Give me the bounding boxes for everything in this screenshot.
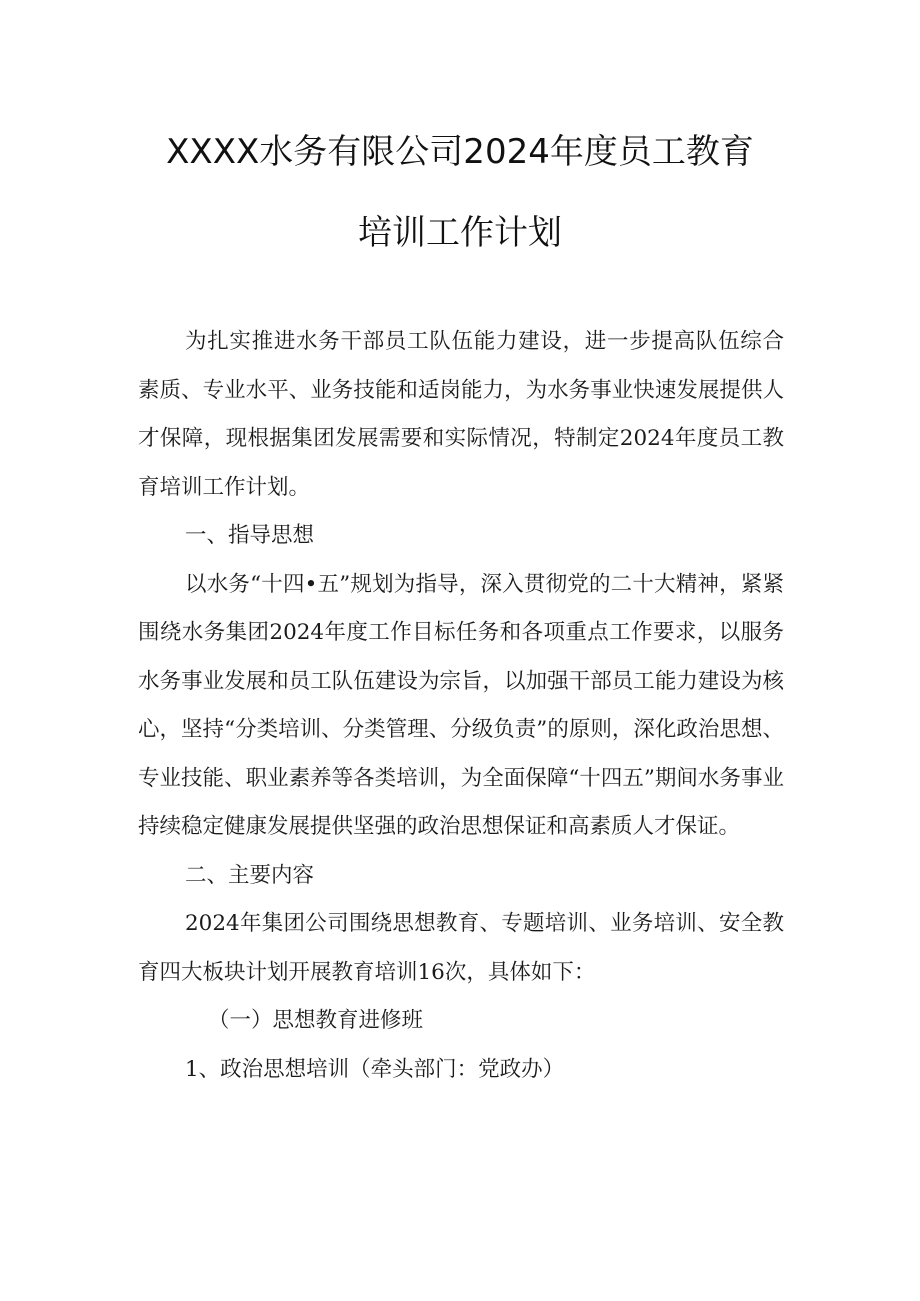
document-title-line-1: XXXX水务有限公司2024年度员工教育 xyxy=(166,132,754,172)
document-title-line-2: 培训工作计划 xyxy=(358,213,562,253)
subsection-heading-ideological-education: （一）思想教育进修班 xyxy=(208,1008,424,1033)
document-body xyxy=(138,318,784,1094)
intro-paragraph: 为扎实推进水务干部员工队伍能力建设，进一步提高队伍综合素质、专业水平、业务技能和适岗能力，为水务事业快速发展提供人才保障，现根据集团发展需要和实际情况，特制定2024年度员工教育培训工作计划。 xyxy=(138,329,784,500)
section-heading-guiding-ideology: 一、指导思想 xyxy=(185,523,315,548)
item-political-training: 1、政治思想培训（牵头部门：党政办） xyxy=(185,1056,565,1082)
guiding-ideology-paragraph: 以水务“十四•五”规划为指导，深入贯彻党的二十大精神，紧紧围绕水务集团2024年度工作目标任务和各项重点工作要求，以服务水务事业发展和员工队伍建设为宗旨，以加强干部员工能力建设为核心，坚持“分类培训、分类管理、分级负责”的原则，深化政治思想、专业技能、职业素养等各类培训，为全面保障“十四五”期间水务事业持续稳定健康发展提供坚强的政治思想保证和高素质人才保证。 xyxy=(138,571,784,839)
main-content-paragraph: 2024年集团公司围绕思想教育、专题培训、业务培训、安全教育四大板块计划开展教育培训16次，具体如下： xyxy=(138,911,784,985)
section-heading-main-content: 二、主要内容 xyxy=(185,862,315,888)
